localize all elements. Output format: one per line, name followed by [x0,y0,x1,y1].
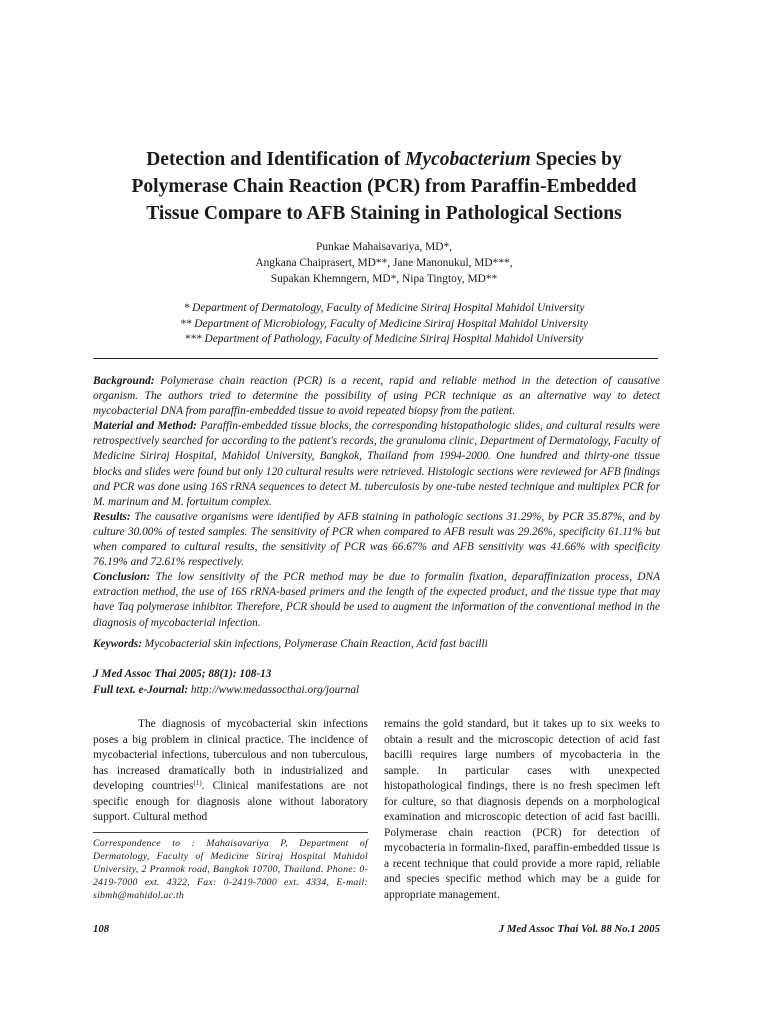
intro-text-end: . Clinical manifestations are not specific enough for diagnosis alone without laboratory support. Cultural method [93,780,368,823]
title-line-1 [80,146,688,173]
methods-label: Material and Method: [93,420,197,433]
abstract-conclusion [93,570,660,630]
affiliation-microbiology: ** Department of Microbiology, Faculty of Medicine Siriraj Hospital Mahidol University [180,317,588,330]
intro-text-start: The diagnosis of mycobacterial skin infections poses a big problem in clinical practice. The incidence of mycobacterial infections, tuberculous and non tuberculous, has increased dramatically both in industrialized and developing countries [93,718,368,792]
results-label: Results: [93,510,131,523]
author-list [100,239,668,287]
background-label: Background: [93,375,155,387]
results-text: The causative organisms were identified by AFB staining in pathologic sections 31.29%, by PCR 35.87%, and by culture 30.00% of tested samples. The sensitivity of PCR when compared to AFB result was 29.26%, specificity 61.11% but when compared to cultural results, the sensitivity of PCR was 66.67% and AFB sensitivity was 41.66% with specificity 76.19% and 72.61% respectively. [93,510,660,569]
background-text: Polymerase chain reaction (PCR) is a recent, rapid and reliable method in the detection of causative organism. The authors tried to determine the possibility of using PCR technique as an alternative way to detect mycobacterial DNA from paraffin-embedded tissue to avoid repeated biopsy from the patient. [93,375,660,418]
abstract-background [93,374,660,419]
affiliation-pathology: *** Department of Pathology, Faculty of Medicine Siriraj Hospital Mahidol University [184,333,584,345]
author-line-1: Punkae Mahaisavariya, MD*, [315,241,453,253]
title-line-1-start: Detection and Identification of [146,149,406,170]
fulltext-line [93,683,660,699]
header-divider [93,358,658,359]
page-number: 108 [93,923,110,935]
article-title [80,146,688,227]
abstract-methods [93,419,660,510]
abstract [93,374,660,631]
correspondence-note: Correspondence to : Mahaisavariya P, Department of Dermatology, Faculty of Medicine Siriraj Hospital Mahidol University, 2 Prannok road, Bangkok 10700, Thailand. Phone: 0-2419-7000 ext. 4322, Fax: 0-2419-7000 ext. 4334, E-mail: sibmh@mahidol.ac.th [93,838,368,901]
keywords-text: Mycobacterial skin infections, Polymerase Chain Reaction, Acid fast bacilli [141,638,488,650]
affiliation-list [90,301,678,348]
intro-paragraph [93,717,368,826]
title-genus: Mycobacterium [405,149,531,170]
keywords [93,637,660,652]
methods-text: Paraffin-embedded tissue blocks, the corresponding histopathologic slides, and cultural results were retrospectively searched for according to the patient's records, the granuloma clinic, Department of Dermatology, Faculty of Medicine Siriraj Hospital, Mahidol University, Bangkok, Thailand from 1994-2000. One hundred and thirty-one tissue blocks and slides were found but only 120 cultural results were retrieved. Histologic sections were reviewed for AFB findings and PCR was done using 16S rRNA sequences to detect M. tuberculosis by one-tube nested technique and multiplex PCR for M. marinum and M. fortuitum complex. [93,420,660,508]
title-line-2: Polymerase Chain Reaction (PCR) from Paraffin-Embedded [131,176,637,197]
body-column-right [384,717,660,903]
abstract-results [93,510,660,570]
journal-citation [93,667,660,683]
citation-block [93,667,660,698]
title-line-3: Tissue Compare to AFB Staining in Pathological Sections [146,203,622,224]
affiliation-dermatology: * Department of Dermatology, Faculty of Medicine Siriraj Hospital Mahidol University [183,302,585,314]
keywords-label: Keywords: [93,638,142,650]
continued-paragraph: remains the gold standard, but it takes up to six weeks to obtain a result and the microscopic detection of acid fast bacilli requires large numbers of mycobacteria in the sample. In particular cases with unexpected histopathological findings, there is no fresh specimen left for culture, so that diagnosis depends on a morphological examination and microscopic detection of acid fast bacilli. Polymerase chain reaction (PCR) for detection of mycobacteria in formalin-fixed, paraffin-embedded tissue is a recent technique that could provide a more rapid, reliable and species specific method which may be a guide for appropriate management. [384,718,660,901]
conclusion-text: The low sensitivity of the PCR method may be due to formalin fixation, deparaffinization process, DNA extraction method, the use of 16S rRNA-based primers and the length of the expected product, and the tissue type that may have Taq polymerase inhibitor. Therefore, PCR should be used to augment the information of the conventional method in the diagnosis of mycobacterial infection. [93,571,660,629]
journal-url-link[interactable]: http://www.medassocthai.org/journal [188,683,360,696]
running-footer: J Med Assoc Thai Vol. 88 No.1 2005 [498,923,660,935]
correspondence-divider [93,832,368,833]
body-column-left [93,717,368,826]
reference-1: (1) [193,779,202,787]
citation-ref: J Med Assoc Thai 2005; 88(1): 108-13 [93,668,272,680]
author-line-2: Angkana Chaiprasert, MD**, Jane Manonukul, MD***, [255,257,513,269]
title-line-1-end: Species by [530,149,622,170]
conclusion-label: Conclusion: [93,571,151,584]
author-line-3: Supakan Khemngern, MD*, Nipa Tingtoy, MD** [270,273,498,285]
fulltext-label: Full text. e-Journal: [93,683,189,696]
